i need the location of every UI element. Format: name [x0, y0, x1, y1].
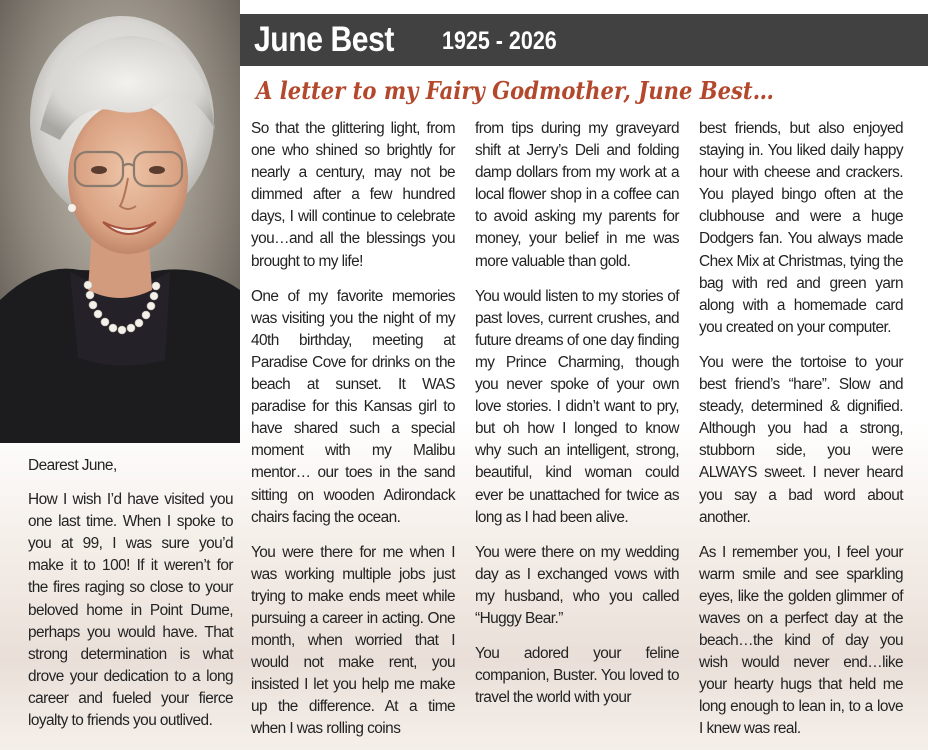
letter-paragraph: How I wish I’d have visited you one last time. When I spoke to you at 99, I was sure you’d make it to 100! If it weren’t for the fires raging so close to your beloved home in Point Dume, perhaps you would have. That strong determination is what drove your dedication to a long career and fueled your fierce loyalty to friends you outlived.	[28, 491, 233, 730]
letter-column-3	[699, 118, 903, 750]
letter-paragraph: You were there for me when I was working multiple jobs just trying to make ends meet while pursuing a career in acting. One month, when worried that I would not make rent, you insisted I let you help me make up the difference. At a time when I was rolling coins	[251, 543, 455, 738]
letter-title: A letter to my Fairy Godmother, June Best…	[256, 76, 774, 105]
letter-greeting: Dearest June,	[28, 457, 117, 474]
deceased-name: June Best	[254, 20, 394, 59]
letter-paragraph: You were the tortoise to your best friend’s “hare”. Slow and steady, determined & dignified. Although you had a strong, stubborn side, you were ALWAYS sweet. I never heard you say a bad word about another.	[699, 353, 903, 526]
letter-paragraph: So that the glittering light, from one who shined so brightly for nearly a century, may not be dimmed after a few hundred days, I will continue to celebrate you…and all the blessings you brought to my life!	[251, 120, 455, 270]
letter-paragraph: You adored your feline companion, Buster. You loved to travel the world with your	[475, 645, 679, 707]
letter-paragraph: from tips during my graveyard shift at Jerry’s Deli and folding damp dollars from my work at a local flower shop in a coffee can to avoid asking my parents for money, your belief in me was more valuable than gold.	[475, 120, 679, 270]
portrait-icon	[0, 0, 240, 443]
portrait-photo	[0, 0, 240, 443]
letter-paragraph: best friends, but also enjoyed staying in. You liked daily happy hour with cheese and crackers. You played bingo often at the clubhouse and were a huge Dodgers fan. You always made Chex Mix at Christmas, tying the bag with red and green yarn along with a homemade card you created on your computer.	[699, 120, 903, 336]
letter-column-2	[475, 118, 679, 722]
letter-paragraph: You would listen to my stories of past loves, current crushes, and future dreams of one day finding my Prince Charming, though you never spoke of your own love stories. I didn’t want to pry, but oh how I longed to know why such an intelligent, strong, beautiful, kind woman could ever be unattached for twice as long as I had been alive.	[475, 287, 679, 526]
letter-column-1	[251, 118, 455, 750]
letter-paragraph: One of my favorite memories was visiting you the night of my 40th birthday, meeting at Paradise Cove for drinks on the beach at sunset. It WAS paradise for this Kansas girl to have shared such a special moment with my Malibu mentor… our toes in the sand sitting on wooden Adirondack chairs facing the ocean.	[251, 287, 455, 526]
life-years: 1925 - 2026	[442, 27, 557, 55]
letter-paragraph: You were there on my wedding day as I exchanged vows with my husband, who you called “Huggy Bear.”	[475, 543, 679, 627]
letter-intro	[28, 455, 233, 732]
letter-paragraph: As I remember you, I feel your warm smile and see sparkling eyes, like the golden glimmer of waves on a perfect day at the beach…the kind of day you wish would never end…like your hearty hugs that held me long enough to lean in, to a love I knew was real.	[699, 543, 903, 738]
obituary-header	[240, 14, 928, 66]
